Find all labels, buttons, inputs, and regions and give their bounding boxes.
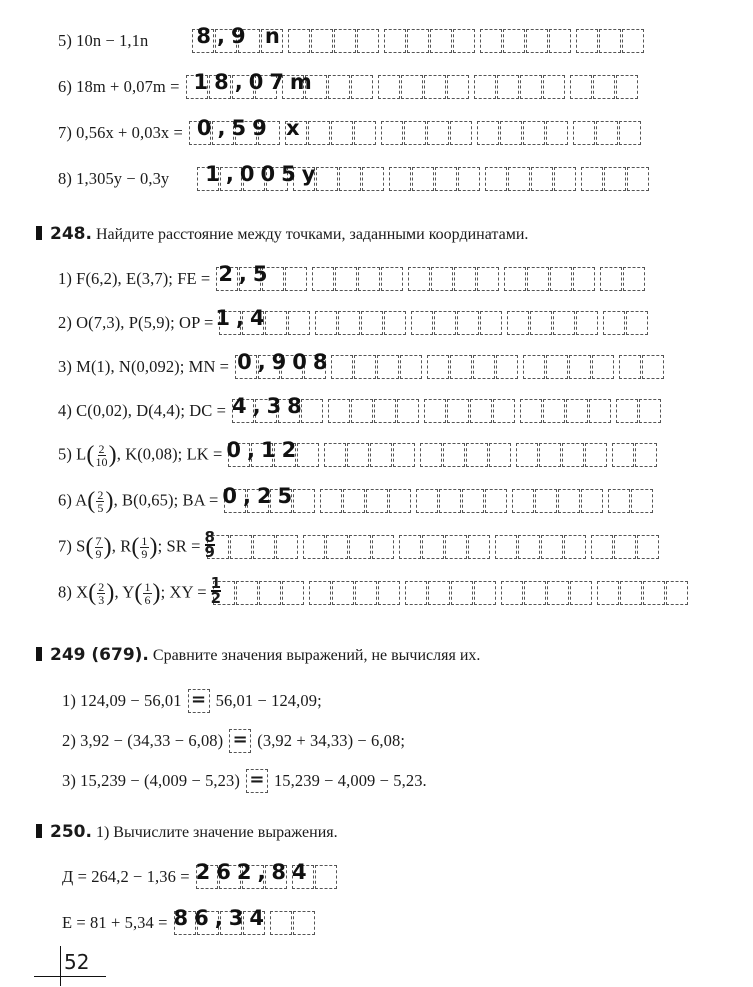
- handwritten-answer: 8,9 n: [196, 24, 286, 48]
- fraction: $\frac{2}{10}$: [95, 441, 108, 469]
- handwritten-answer: 1,4: [215, 306, 271, 330]
- expr-label: 2) O(7,3), P(5,9); OP =: [58, 313, 214, 332]
- expr-label: 5) L( $\frac{2}{10}$ ), K(0,08); LK =: [58, 441, 223, 469]
- distance-row-2: [58, 306, 649, 340]
- expr-row-6: [58, 70, 639, 104]
- handwritten-fraction-answer: 8 9: [204, 528, 215, 561]
- compare-sign-box[interactable]: =: [246, 769, 268, 793]
- compare-row-2: [62, 724, 405, 758]
- compare-right: 56,01 − 124,09;: [215, 691, 322, 710]
- task-number: 249 (679).: [50, 645, 149, 665]
- compare-right: (3,92 + 34,33) − 6,08;: [257, 731, 406, 750]
- answer-cells[interactable]: [219, 311, 649, 335]
- expr-row-7: [58, 116, 642, 150]
- task-marker: [36, 647, 42, 661]
- task-text: Найдите расстояние между точками, заданными координатами.: [95, 226, 529, 243]
- distance-row-4: [58, 394, 662, 428]
- compare-sign-box[interactable]: =: [188, 689, 210, 713]
- handwritten-answer: 86,34: [173, 906, 270, 930]
- distance-row-1: [58, 262, 646, 296]
- compare-row-3: [62, 764, 427, 798]
- fraction: $\frac{2}{3}$: [98, 579, 105, 607]
- page-number: [38, 950, 89, 974]
- handwritten-fraction-answer: 1 2: [210, 574, 222, 607]
- expr-label: 5) 10n − 1,1n: [58, 31, 149, 50]
- fraction: $\frac{7}{9}$: [95, 533, 102, 561]
- expr-label: Д = 264,2 − 1,36 =: [62, 867, 190, 886]
- expr-row-8: [58, 162, 650, 196]
- handwritten-answer: 1,005y: [205, 162, 322, 186]
- task-number: 248.: [50, 224, 92, 244]
- expr-label: 4) C(0,02), D(4,4); DC =: [58, 401, 226, 420]
- handwritten-answer: 0,908: [237, 350, 334, 374]
- handwritten-answer: 0,59 x: [196, 116, 306, 140]
- distance-row-8: [58, 576, 693, 610]
- compare-left: 2) 3,92 − (34,33 − 6,08): [62, 731, 224, 750]
- fraction: $\frac{2}{5}$: [97, 487, 104, 515]
- calc-row-e: [62, 906, 316, 940]
- distance-row-7: [58, 530, 660, 564]
- expr-label: 8) X( $\frac{2}{3}$ ), Y( $\frac{1}{6}$ ); XY =: [58, 579, 207, 607]
- task-marker: [36, 824, 42, 838]
- calc-row-d: [62, 860, 338, 894]
- page-number-text: 52: [64, 950, 90, 974]
- fraction: $\frac{1}{9}$: [141, 533, 148, 561]
- handwritten-answer: 4,38: [231, 394, 308, 418]
- task-text: Сравните значения выражений, не вычисляя их.: [152, 647, 481, 664]
- compare-right: 15,239 − 4,009 − 5,23.: [273, 771, 427, 790]
- expr-label: 3) M(1), N(0,092); MN =: [58, 357, 230, 376]
- task-250-heading: [36, 822, 338, 842]
- handwritten-answer: 0,25: [222, 484, 299, 508]
- compare-row-1: [62, 684, 322, 718]
- task-marker: [36, 226, 42, 240]
- answer-cells[interactable]: [213, 581, 693, 605]
- expr-label: 1) F(6,2), E(3,7); FE =: [58, 269, 211, 288]
- fraction: $\frac{1}{6}$: [144, 579, 151, 607]
- task-text: 1) Вычислите значение выражения.: [95, 824, 338, 841]
- handwritten-answer: 262,84: [195, 860, 313, 884]
- task-number: 250.: [50, 822, 92, 842]
- compare-sign-box[interactable]: =: [229, 729, 251, 753]
- compare-left: 1) 124,09 − 56,01: [62, 691, 182, 710]
- expr-label: 7) S( $\frac{7}{9}$ ), R( $\frac{1}{9}$ ); SR =: [58, 533, 201, 561]
- expr-label: Е = 81 + 5,34 =: [62, 913, 168, 932]
- distance-row-6: [58, 484, 654, 518]
- handwritten-answer: 18,07m: [193, 70, 318, 94]
- handwritten-answer: 2,5: [218, 262, 274, 286]
- task-249-heading: [36, 645, 480, 665]
- distance-row-3: [58, 350, 665, 384]
- expr-row-5: [58, 24, 645, 58]
- answer-cells[interactable]: [207, 535, 660, 559]
- page-number-underline: [34, 976, 106, 977]
- expr-label: 8) 1,305y − 0,3y: [58, 169, 170, 188]
- handwritten-answer: 0,12: [226, 438, 303, 462]
- compare-left: 3) 15,239 − (4,009 − 5,23): [62, 771, 240, 790]
- expr-label: 7) 0,56x + 0,03x =: [58, 123, 183, 142]
- page-number-bar: [60, 946, 61, 986]
- answer-cells[interactable]: [216, 267, 646, 291]
- distance-row-5: [58, 438, 658, 472]
- task-248-heading: [36, 224, 528, 244]
- expr-label: 6) 18m + 0,07m =: [58, 77, 180, 96]
- expr-label: 6) A( $\frac{2}{5}$ ), B(0,65); BA =: [58, 487, 219, 515]
